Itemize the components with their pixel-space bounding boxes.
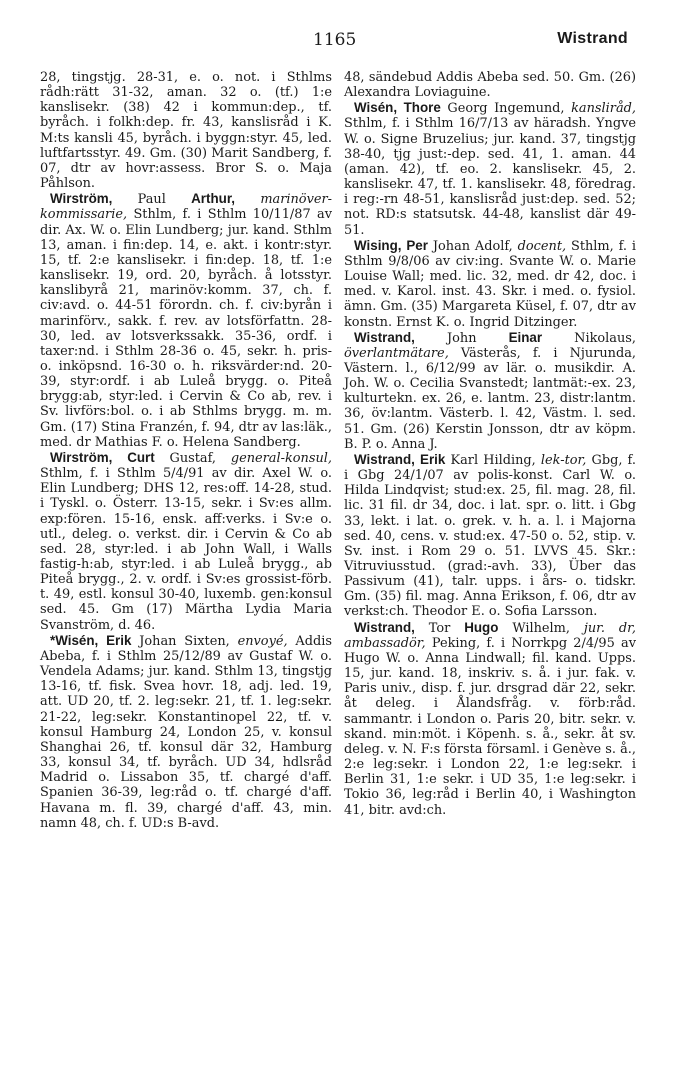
page-number: 1165 — [313, 30, 357, 50]
continued-entry — [344, 70, 636, 100]
entry-given-names: Johan Sixten, — [139, 633, 230, 649]
continued-entry — [40, 70, 332, 191]
entry-surname: Wirström, — [50, 191, 113, 207]
entry-given-names: Nikolaus, — [574, 330, 636, 346]
entry-call-name: Hugo — [464, 619, 499, 635]
entry-call-name: Einar — [508, 329, 543, 345]
entry-occupation: marinöver-kommissarie, — [40, 192, 332, 223]
entry-call-name: Arthur, — [191, 191, 236, 207]
biography-entry — [344, 620, 636, 818]
running-head: Wistrand — [557, 30, 628, 47]
biography-entry — [40, 191, 332, 450]
entry-text: Västerås, f. i Njurunda, Västern. l., 6/12/99 av lär. o. musikdir. A. Joh. W. o. Cecilia Svanstedt; lantmät:-ex. 23, kulturtekn. ex. 26, e. lantm. 23, distr:lantm. 36, öv:lantm. Västerb. l. 42, Västm. l. sed. 51. Gm. (26) Kerstin Jonsson, dtr av köpm. B. P. o. Anna J. — [344, 345, 636, 452]
entry-given-names: Johan Adolf, — [432, 238, 513, 254]
entry-call-name: Thore — [403, 100, 441, 116]
entry-occupation: jur. dr, ambassadör, — [344, 620, 636, 651]
biography-entry — [344, 452, 636, 620]
entry-given-names: Gustaf, — [169, 450, 217, 466]
biography-entry — [40, 633, 332, 831]
entry-surname: Wisén, — [354, 100, 398, 116]
entry-text: 48, sändebud Addis Abeba sed. 50. Gm. (26) Alexandra Loviaguine. — [344, 70, 636, 101]
entry-call-name: Per — [406, 237, 428, 253]
entry-occupation: docent, — [517, 238, 567, 254]
biography-entry — [344, 238, 636, 330]
entry-text: Sthlm, f. i Sthlm 9/8/06 av civ:ing. Svante W. o. Marie Louise Wall; med. lic. 32, med. dr 42, doc. i med. v. Karol. inst. 43. Skr. i med. o. fysiol. ämn. Gm. (35) Margareta Küsel, f. 07, dtr av konstn. Ernst K. o. Ingrid Ditzinger. — [344, 238, 636, 330]
entry-occupation: lek-tor, — [540, 452, 587, 468]
entry-call-name: Curt — [127, 449, 155, 465]
entry-call-name: Erik — [420, 451, 446, 467]
entry-text: Peking, f. i Norrkpg 2/4/95 av Hugo W. o. Anna Lindwall; fil. kand. Upps. 15, jur. kand. 18, inskriv. s. å. i jur. fak. v. Paris univ., disp. f. jur. drsgrad där 22, sekr. åt deleg. i Ålandsfråg. v. förb:råd. sammantr. i London o. Paris 20, bitr. sekr. v. skand. min:möt. i Köpenh. s. å., sekr. åt sv. deleg. v. N. F:s första församl. i Genève s. å., 2:e leg:sekr. i London 22, 1:e leg:sekr. i Berlin 31, 1:e sekr. i UD 35, 1:e leg:sekr. i Tokio 36, leg:råd i Berlin 40, i Washington 41, bitr. avd:ch. — [344, 635, 636, 818]
entry-given-names: Wilhelm, — [512, 620, 570, 636]
entry-text: Sthlm, f. i Sthlm 5/4/91 av dir. Axel W. o. Elin Lundberg; DHS 12, res:off. 14-28, stud. i Tyskl. o. Österr. 13-15, sekr. i Sv:es allm. exp:fören. 15-16, ensk. aff:verks. i Sv:e o. utl., deleg. o. verkst. dir. i Cervin & Co ab sed. 28, styr:led. i ab John Wall, i Walls fastig-h:ab, styr:led. i ab Luleå brygg., ab Piteå brygg., 2. v. ordf. i Sv:es grossist-förb. t. 49, estl. konsul 30-40, luxemb. gen:konsul sed. 45. Gm (17) Märtha Lydia Maria Svanström, d. 46. — [40, 466, 332, 633]
left-column — [40, 70, 332, 831]
entry-given-names: Karl Hilding, — [450, 452, 536, 468]
entry-given-names: John — [446, 330, 477, 346]
biography-entry — [40, 450, 332, 633]
right-column — [344, 70, 636, 818]
entry-occupation: överlantmätare, — [344, 345, 449, 361]
entry-surname: Wistrand, — [354, 619, 415, 635]
entry-occupation: general-konsul, — [230, 450, 332, 466]
entry-text: 28, tingstjg. 28-31, e. o. not. i Sthlms rådh:rätt 31-32, aman. 32 o. (tf.) 1:e kanslisekr. (38) 42 i kommun:dep., tf. byråch. i folkh:dep. fr. 43, kanslisråd i K. M:ts kansli 45, byråch. i byggn:styr. 45, led. luftfartsstyr. 49. Gm. (30) Marit Sandberg, f. 07, dtr av hovr:assess. Bror S. o. Maja Påhlson. — [40, 70, 332, 192]
entry-surname: Wistrand, — [354, 329, 415, 345]
entry-text: Sthlm, f. i Sthlm 10/11/87 av dir. Ax. W. o. Elin Lundberg; jur. kand. Sthlm 13, aman. i fin:dep. 14, e. akt. i kontr:styr. 15, tf. 2:e kanslisekr. i fin:dep. 18, tf. 1:e kanslisekr. 19, ord. 20, byråch. å lotsstyr. kanslibyrå 21, marinöv:komm. 37, ch. f. civ:avd. o. 44-51 förordn. ch. f. civ:byrån i marinförv., sakk. f. rev. av lotsförfattn. 28-30, led. av lotsverkssakk. 35-36, ordf. i taxer:nd. i Sthlm 28-36 o. 45, sekr. h. pris- o. inköpsnd. 16-30 o. h. riksvärder:nd. 20-39, styr:ordf. i ab Luleå brygg. o. Piteå brygg:ab, styr:led. i Cervin & Co ab, rev. i Sv. livförs:bol. o. i ab Sthlms brygg. m. m. Gm. (17) Stina Franzén, f. 94, dtr av las:läk., med. dr Mathias F. o. Helena Sandberg. — [40, 207, 332, 450]
biography-entry — [344, 100, 636, 237]
entry-call-name: Erik — [106, 632, 132, 648]
entry-surname: Wising, — [354, 237, 402, 253]
page-header — [0, 30, 680, 54]
entry-given-names: Tor — [428, 620, 451, 636]
entry-text: Addis Abeba, f. i Sthlm 25/12/89 av Gustaf W. o. Vendela Adams; jur. kand. Sthlm 13, tingstjg 13-16, tf. fisk. Svea hovr. 18, adj. led. 19, att. UD 20, tf. 2. leg:sekr. 21, tf. 1. leg:sekr. 21-22, leg:sekr. Konstantinopel 22, tf. v. konsul Hamburg 24, London 25, v. konsul Shanghai 26, tf. konsul där 32, Hamburg 33, konsul 34, tf. byråch. UD 34, hdlsråd Madrid o. Lissabon 35, tf. chargé d'aff. Spanien 36-39, leg:råd o. tf. chargé d'aff. Havana m. fl. 39, chargé d'aff. 43, min. namn 48, ch. f. UD:s B-avd. — [40, 633, 332, 831]
entry-surname: Wistrand, — [354, 451, 415, 467]
entry-text: Sthlm, f. i Sthlm 16/7/13 av häradsh. Yngve W. o. Signe Bruzelius; jur. kand. 37, tingstjg 38-40, tjg just:-dep. sed. 41, 1. aman. 44 (aman. 42), tf. eo. 2. kanslisekr. 45, 2. kanslisekr. 47, tf. 1. kanslisekr. 48, föredrag. i reg:-rn 48-51, kanslisråd just:dep. sed. 52; not. RD:s statsutsk. 44-48, kanslist där 49-51. — [344, 116, 636, 238]
entry-surname: Wirström, — [50, 449, 113, 465]
entry-occupation: envoyé, — [237, 633, 288, 649]
entry-text: Gbg, f. i Gbg 24/1/07 av polis-konst. Carl W. o. Hilda Lindqvist; stud:ex. 25, fil. mag. 28, fil. lic. 31 fil. dr 34, doc. i lat. spr. o. litt. i Gbg 33, lekt. i lat. o. grek. v. h. a. l. i Majorna sed. 40, cens. v. stud:ex. 47-50 o. 52, stip. v. Sv. inst. i Rom 29 o. 51. LVVS 45. Skr.: Vitruviusstud. (grad:-avh. 33), Über das Passivum (41), talr. upps. i års- o. tidskr. Gm. (35) fil. mag. Anna Erikson, f. 06, dtr av verkst:ch. Theodor E. o. Sofia Larsson. — [344, 452, 636, 620]
entry-given-names: Georg Ingemund, — [447, 101, 565, 117]
entry-surname: *Wisén, — [50, 632, 99, 648]
entry-given-names: Paul — [137, 192, 166, 208]
entry-occupation: kansliråd, — [571, 101, 636, 117]
biography-entry — [344, 330, 636, 452]
